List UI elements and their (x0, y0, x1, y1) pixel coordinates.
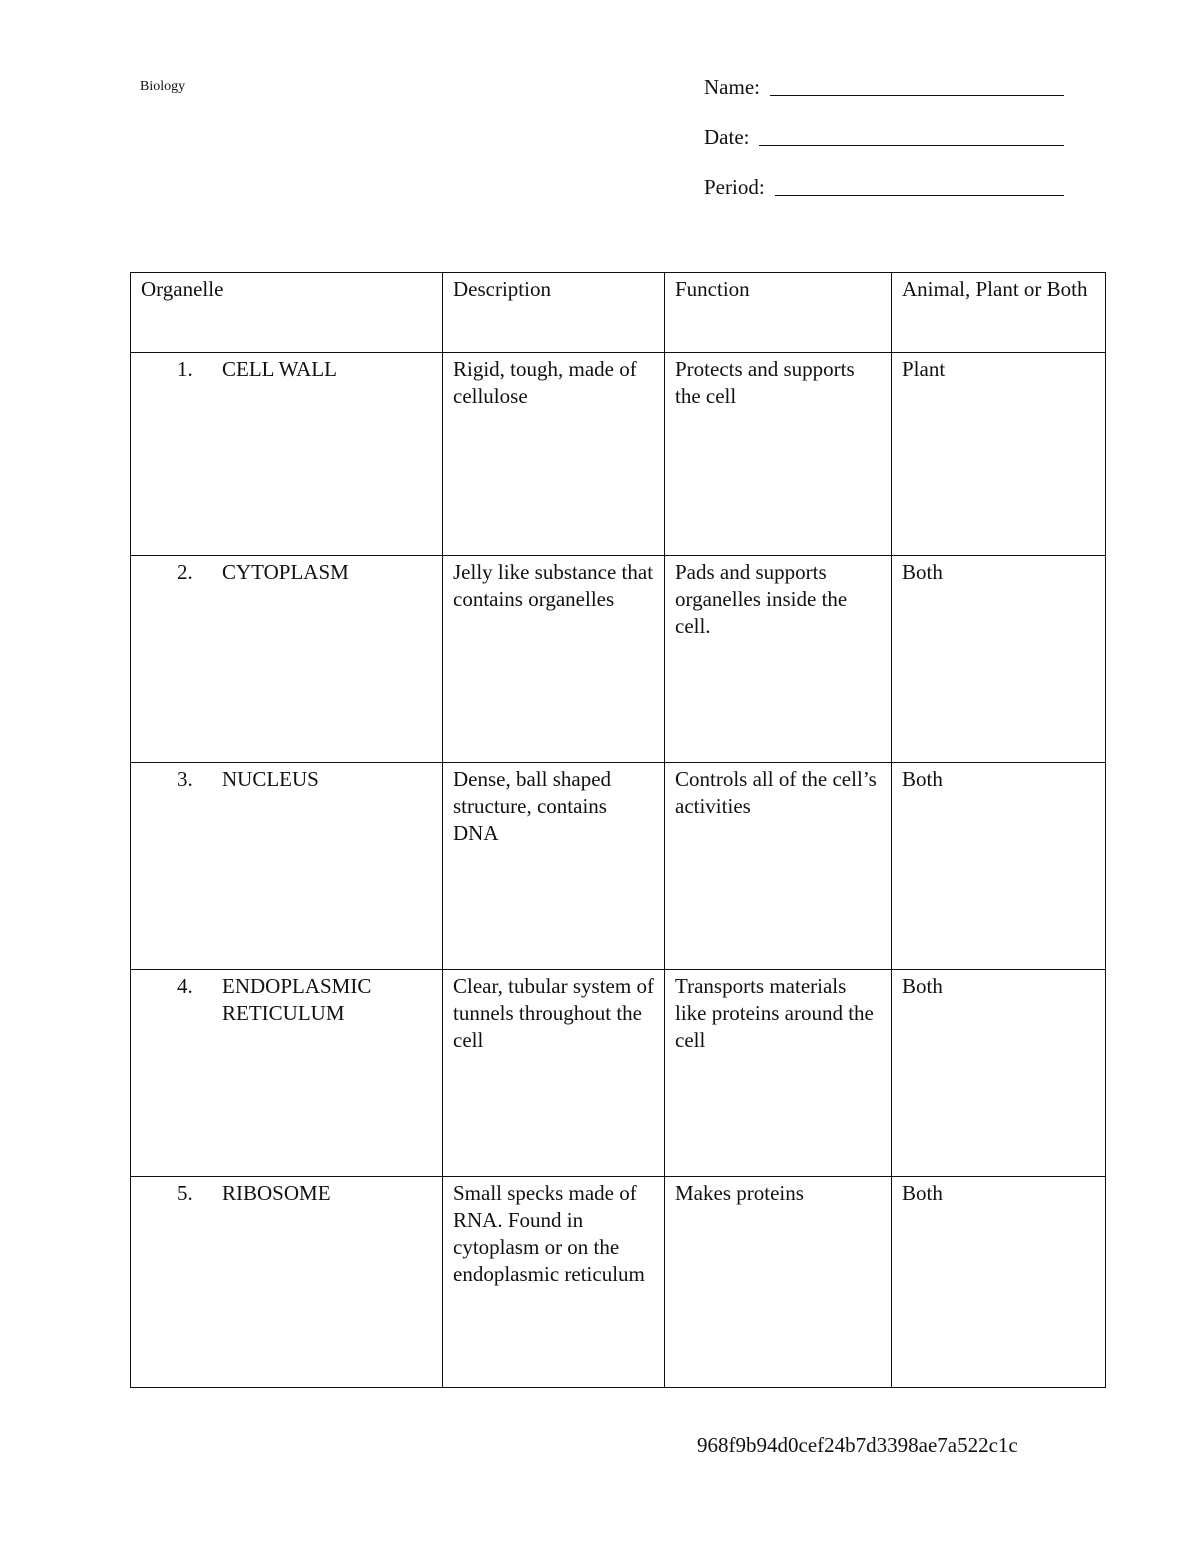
organelle-number: 5. (177, 1181, 193, 1205)
date-blank-line[interactable] (759, 125, 1064, 146)
organelle-cell (131, 1177, 443, 1388)
column-header-function: Function (665, 273, 892, 353)
name-blank-line[interactable] (770, 75, 1064, 96)
period-label: Period: (704, 175, 765, 199)
organelle-name: NUCLEUS (222, 767, 319, 791)
organelle-name: CYTOPLASM (222, 560, 349, 584)
table-row (131, 556, 1106, 763)
description-cell: Small specks made of RNA. Found in cytoplasm or on the endoplasmic reticulum (443, 1177, 665, 1388)
name-label: Name: (704, 75, 760, 99)
function-cell: Pads and supports organelles inside the cell. (665, 556, 892, 763)
subject-label: Biology (140, 79, 186, 94)
organelle-number: 1. (177, 357, 193, 381)
table-row (131, 763, 1106, 970)
organelle-number: 3. (177, 767, 193, 791)
type-cell: Plant (892, 353, 1106, 556)
column-header-description: Description (443, 273, 665, 353)
organelle-number: 2. (177, 560, 193, 584)
column-header-organelle: Organelle (131, 273, 443, 353)
function-cell: Controls all of the cell’s activities (665, 763, 892, 970)
description-cell: Rigid, tough, made of cellulose (443, 353, 665, 556)
organelle-cell (131, 556, 443, 763)
document-code: 968f9b94d0cef24b7d3398ae7a522c1c (697, 1433, 1018, 1457)
type-cell: Both (892, 1177, 1106, 1388)
organelle-name: ENDOPLASMIC RETICULUM (222, 974, 372, 1025)
function-cell: Protects and supports the cell (665, 353, 892, 556)
table-row (131, 1177, 1106, 1388)
organelle-table (130, 272, 1106, 1388)
organelle-cell (131, 353, 443, 556)
student-info-fields (704, 72, 1064, 222)
table-row (131, 970, 1106, 1177)
column-header-type: Animal, Plant or Both (892, 273, 1106, 353)
type-cell: Both (892, 763, 1106, 970)
description-cell: Dense, ball shaped structure, contains DNA (443, 763, 665, 970)
table-row (131, 353, 1106, 556)
type-cell: Both (892, 556, 1106, 763)
period-field[interactable] (704, 172, 1064, 200)
organelle-number: 4. (177, 974, 193, 998)
description-cell: Jelly like substance that contains organelles (443, 556, 665, 763)
table-header-row (131, 273, 1106, 353)
date-field[interactable] (704, 122, 1064, 150)
organelle-name: RIBOSOME (222, 1181, 331, 1205)
organelle-name: CELL WALL (222, 357, 337, 381)
type-cell: Both (892, 970, 1106, 1177)
description-cell: Clear, tubular system of tunnels throughout the cell (443, 970, 665, 1177)
name-field[interactable] (704, 72, 1064, 100)
function-cell: Transports materials like proteins around the cell (665, 970, 892, 1177)
organelle-cell (131, 763, 443, 970)
period-blank-line[interactable] (775, 175, 1064, 196)
function-cell: Makes proteins (665, 1177, 892, 1388)
organelle-cell (131, 970, 443, 1177)
date-label: Date: (704, 125, 750, 149)
